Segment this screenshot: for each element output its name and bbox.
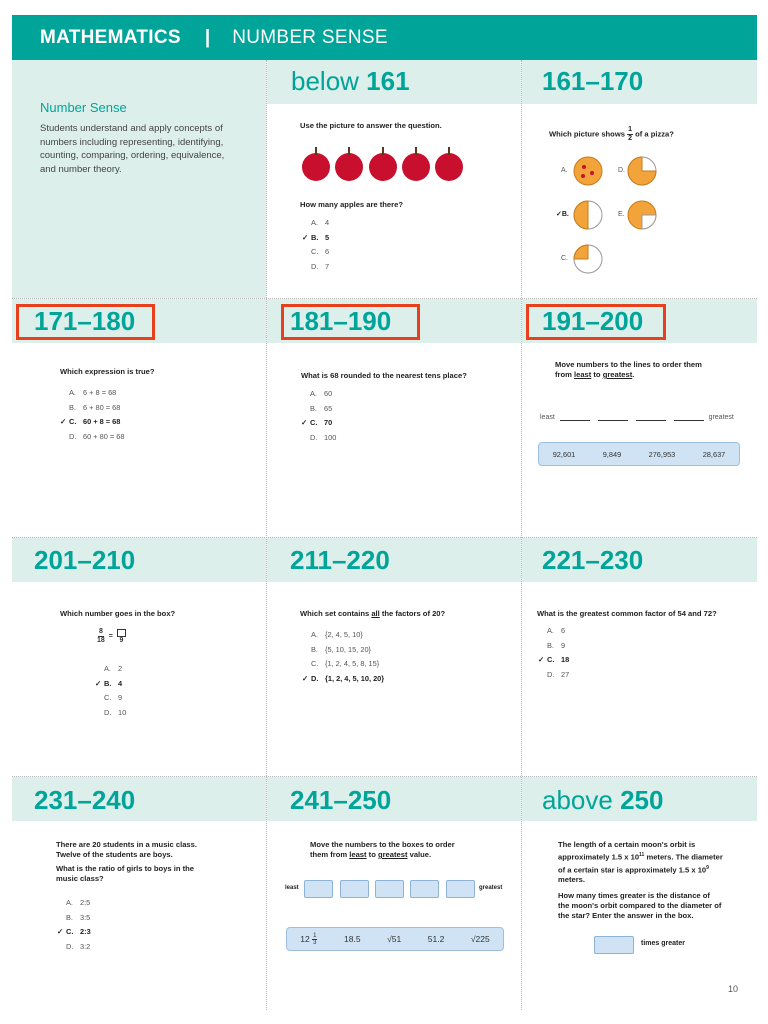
option-letter: B.	[104, 678, 112, 688]
draggable-number[interactable]: √51	[387, 934, 402, 944]
option-letter: C.	[66, 927, 74, 936]
option-text: 3:5	[80, 912, 91, 922]
answer-option[interactable]	[69, 388, 125, 403]
answer-option[interactable]	[301, 418, 336, 433]
option-text: {1, 2, 4, 5, 8, 15}	[325, 659, 380, 668]
apple-icon	[435, 147, 463, 181]
answer-option[interactable]	[311, 645, 384, 660]
rounding-options	[301, 389, 337, 447]
order-box[interactable]	[375, 880, 404, 898]
ratio-question-2: What is the ratio of girls to boys in the music class?	[56, 864, 194, 883]
option-letter: C.	[547, 655, 555, 664]
answer-option[interactable]	[302, 232, 330, 248]
draggable-number[interactable]: √225	[470, 934, 490, 944]
option-text: 9	[118, 693, 123, 702]
column-divider	[266, 60, 267, 1010]
option-letter: A.	[66, 898, 73, 907]
option-letter: B.	[547, 640, 554, 650]
gcf-options	[538, 626, 570, 684]
check-icon: ✓	[60, 417, 67, 426]
range-label-171-180: 171–180	[34, 306, 136, 336]
intro-text: Students understand and apply concepts of numbers including representing, identifying, counting, comparing, ordering, equivalence, and number theory.	[40, 123, 225, 175]
apple-icon	[369, 147, 397, 181]
answer-option[interactable]	[311, 218, 329, 233]
option-letter: A.	[104, 664, 111, 673]
order-blank[interactable]	[560, 420, 590, 421]
range-label-191-200: 191–200	[542, 306, 644, 336]
option-letter: D.	[311, 261, 319, 271]
pizza-question: Which picture shows $\frac{1}{2}$ of a pizza?	[549, 126, 674, 142]
factors-question: Which set contains all the factors of 20?	[300, 609, 446, 618]
option-letter: B.	[311, 232, 319, 242]
check-icon: ✓	[301, 418, 308, 427]
option-text: 10	[118, 707, 127, 717]
option-text: 6 + 80 = 68	[83, 402, 121, 412]
option-letter: D.	[310, 432, 318, 442]
topic-title: NUMBER SENSE	[232, 26, 388, 48]
moon-question-1: The length of a certain moon's orbit is approximately 1.5 x $10^{11}$ meters. The diameter of a certain star is approximately 1.5 x $10^9$ meters.	[558, 840, 723, 885]
apple-icon	[402, 147, 430, 181]
pizza-label-a: A.	[561, 167, 568, 174]
option-letter: C.	[311, 247, 319, 256]
option-text: 60 + 8 = 68	[83, 417, 121, 426]
option-text: 9	[561, 640, 566, 650]
check-icon: ✓	[95, 678, 102, 688]
option-text: 7	[325, 261, 330, 271]
answer-option[interactable]	[310, 433, 336, 448]
pizza-icon	[628, 201, 656, 229]
apple-icon	[335, 147, 363, 181]
expression-question: Which expression is true?	[60, 367, 155, 376]
box-question: Which number goes in the box?	[60, 609, 176, 618]
option-text: 4	[325, 218, 330, 227]
option-letter: D.	[66, 941, 74, 951]
option-text: 65	[324, 403, 333, 413]
option-text: 6	[325, 247, 330, 256]
range-label-231-240: 231–240	[34, 785, 136, 815]
box-equation: $\frac{8}{18}$ = 9	[97, 628, 126, 645]
draggable-number[interactable]: 28,637	[702, 449, 726, 459]
boxes-question: Move the numbers to the boxes to order them from least to greatest value.	[310, 840, 455, 859]
draggable-number[interactable]: 12 $\frac{1}{3}$	[300, 932, 317, 946]
option-text: {1, 2, 4, 5, 10, 20}	[325, 673, 385, 683]
check-icon: ✓	[302, 673, 309, 683]
ratio-question-1: There are 20 students in a music class. Twelve of the students are boys.	[56, 840, 197, 859]
range-label-221-230: 221–230	[542, 545, 644, 575]
apples-options	[302, 218, 330, 276]
option-text: 18	[561, 655, 570, 664]
ratio-options	[57, 898, 91, 956]
boxes-least-label: least	[285, 885, 299, 891]
answer-option[interactable]	[311, 659, 384, 674]
order-blank[interactable]	[674, 420, 704, 421]
option-letter: D.	[547, 669, 555, 679]
option-text: 2:3	[80, 927, 91, 936]
option-letter: A.	[69, 388, 76, 397]
option-letter: A.	[311, 218, 318, 227]
moon-question-2: How many times greater is the distance of the moon's orbit compared to the diameter of the star? Enter the answer in the box.	[558, 891, 722, 920]
order-blank[interactable]	[636, 420, 666, 421]
range-label-241-250: 241–250	[290, 785, 392, 815]
option-letter: D.	[311, 673, 319, 683]
answer-box[interactable]	[117, 629, 126, 637]
option-text: {5, 10, 15, 20}	[325, 644, 372, 654]
order-number-tray	[538, 442, 740, 466]
pizza-label-e: E.	[618, 211, 625, 218]
range-label-below-161: below 161	[291, 66, 410, 96]
box-options	[95, 664, 127, 722]
intro-title: Number Sense	[40, 100, 127, 115]
pizza-icon	[574, 245, 602, 273]
header-separator: |	[204, 26, 211, 48]
page-number: 10	[728, 984, 739, 994]
answer-option[interactable]	[104, 664, 126, 679]
pizza-label-d: D.	[618, 167, 625, 174]
answer-option[interactable]	[310, 404, 336, 419]
answer-option[interactable]	[57, 927, 91, 942]
draggable-number[interactable]: 92,601	[552, 449, 576, 459]
pizza-pictures	[570, 155, 660, 275]
answer-option[interactable]	[69, 432, 125, 447]
option-letter: C.	[311, 659, 319, 668]
option-letter: C.	[310, 418, 318, 427]
pizza-icon	[574, 157, 602, 185]
option-text: 2	[118, 664, 123, 673]
option-letter: B.	[66, 912, 73, 922]
order-box[interactable]	[410, 880, 439, 898]
option-text: 60	[324, 389, 333, 398]
answer-option[interactable]	[302, 673, 385, 689]
range-label-201-210: 201–210	[34, 545, 136, 575]
factors-options	[302, 630, 385, 688]
rounding-question: What is 68 rounded to the nearest tens place?	[301, 371, 467, 380]
answer-option[interactable]	[60, 417, 125, 432]
order-box[interactable]	[446, 880, 475, 898]
apples-instruction: Use the picture to answer the question.	[300, 121, 442, 130]
answer-option[interactable]	[547, 626, 569, 641]
option-text: 100	[324, 432, 337, 442]
option-letter: A.	[310, 389, 317, 398]
order-lines: least greatest	[540, 414, 734, 421]
apple-icon	[302, 147, 330, 181]
subject-title: MATHEMATICS	[40, 26, 181, 48]
answer-option[interactable]	[104, 693, 126, 708]
intro-panel	[12, 60, 266, 298]
option-text: 5	[325, 232, 330, 242]
expression-options	[60, 388, 125, 446]
option-text: 6 + 8 = 68	[83, 388, 117, 397]
answer-option[interactable]	[311, 630, 384, 645]
answer-option[interactable]	[538, 655, 570, 670]
answer-option[interactable]	[311, 262, 329, 277]
answer-option[interactable]	[104, 708, 126, 723]
answer-option[interactable]	[66, 898, 91, 913]
option-letter: D.	[69, 431, 77, 441]
option-text: 2:5	[80, 898, 91, 907]
option-letter: B.	[311, 644, 318, 654]
boxes-number-tray	[286, 927, 504, 951]
check-icon: ✓	[57, 927, 64, 936]
answer-option[interactable]	[66, 913, 91, 928]
option-letter: C.	[104, 693, 112, 702]
pizza-icon	[574, 201, 602, 229]
option-text: 27	[561, 669, 570, 679]
option-letter: A.	[547, 626, 554, 635]
option-letter: D.	[104, 707, 112, 717]
range-label-above-250: above 250	[542, 785, 664, 815]
range-label-181-190: 181–190	[290, 306, 392, 336]
answer-option[interactable]	[547, 641, 569, 656]
option-text: 6	[561, 626, 566, 635]
pizza-label-c: C.	[561, 255, 568, 262]
answer-option[interactable]	[69, 403, 125, 418]
order-blank[interactable]	[598, 420, 628, 421]
apples-picture	[300, 145, 466, 185]
check-icon: ✓	[302, 232, 309, 242]
pizza-label-b: ✓B.	[556, 211, 569, 218]
option-text: 60 + 80 = 68	[83, 431, 125, 441]
gcf-question: What is the greatest common factor of 54 and 72?	[537, 609, 717, 618]
check-icon: ✓	[538, 655, 545, 664]
order-question: Move numbers to the lines to order them from least to greatest.	[555, 360, 702, 379]
answer-option[interactable]	[311, 247, 329, 262]
option-letter: B.	[310, 403, 317, 413]
answer-option[interactable]	[310, 389, 336, 404]
range-label-211-220: 211–220	[290, 545, 390, 575]
order-box[interactable]	[340, 880, 369, 898]
draggable-number[interactable]: 51.2	[427, 934, 445, 944]
option-text: 70	[324, 418, 333, 427]
pizza-icon	[628, 157, 656, 185]
answer-option[interactable]	[547, 670, 569, 685]
answer-option[interactable]	[66, 942, 91, 957]
answer-option[interactable]	[95, 678, 126, 694]
order-box[interactable]	[304, 880, 333, 898]
draggable-number[interactable]: 9,849	[602, 449, 622, 459]
option-letter: C.	[69, 417, 77, 426]
range-label-161-170: 161–170	[542, 66, 644, 96]
apples-question: How many apples are there?	[300, 200, 403, 209]
answer-input[interactable]	[594, 936, 634, 954]
option-text: {2, 4, 5, 10}	[325, 630, 363, 639]
option-letter: B.	[69, 402, 76, 412]
boxes-greatest-label: greatest	[479, 885, 503, 891]
draggable-number[interactable]: 18.5	[344, 934, 361, 944]
option-letter: A.	[311, 630, 318, 639]
option-text: 4	[118, 678, 123, 688]
option-text: 3:2	[80, 941, 91, 951]
page-header	[12, 15, 757, 60]
draggable-number[interactable]: 276,953	[648, 449, 676, 459]
column-divider	[521, 60, 522, 1010]
answer-unit-label: times greater	[641, 940, 685, 947]
